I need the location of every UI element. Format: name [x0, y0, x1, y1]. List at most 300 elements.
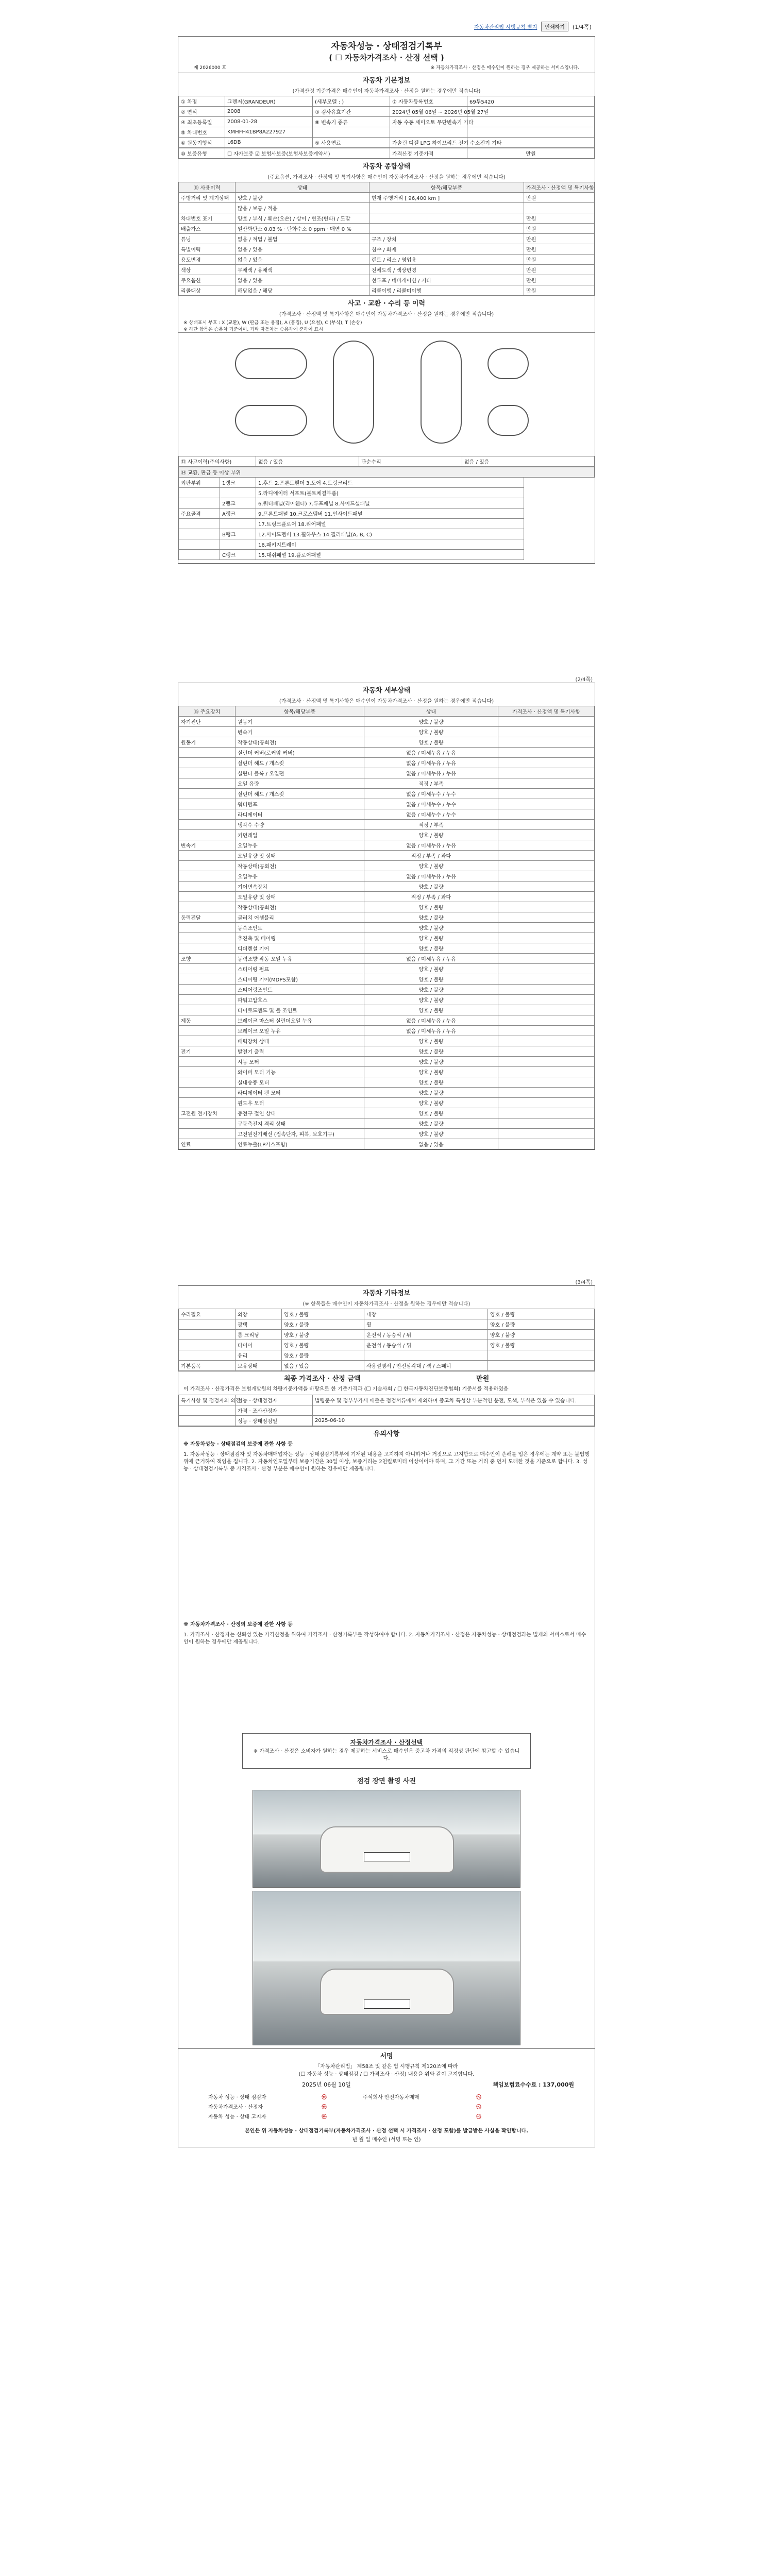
detail-row	[179, 1098, 595, 1108]
basic-info-row	[179, 138, 595, 148]
law-link[interactable]: 자동차관리법 시행규칙 별지	[474, 25, 537, 30]
other-cell: 광택	[236, 1319, 282, 1330]
frame-cell: 2랭크	[220, 498, 256, 509]
inspector-cell: 특기사항 및 점검자의 의견	[179, 1395, 236, 1405]
detail-row	[179, 727, 595, 737]
detail-row	[179, 809, 595, 820]
detail-cell: 조향	[179, 954, 236, 964]
detail-cell: 양호 / 불량	[364, 902, 498, 912]
frame-cell: B랭크	[220, 529, 256, 539]
detail-row	[179, 943, 595, 954]
status-cell: 만원	[524, 193, 595, 203]
frame-row	[179, 509, 595, 519]
detail-cell: 양호 / 불량	[364, 737, 498, 748]
detail-cell: 없음 / 미세누유 / 누유	[364, 748, 498, 758]
inspector-row	[179, 1405, 595, 1416]
sign-cell: ㉿	[322, 2105, 327, 2110]
status-cell: 만원	[524, 275, 595, 285]
detail-cell	[179, 789, 236, 799]
detail-cell	[498, 820, 595, 830]
other-cell	[179, 1319, 236, 1330]
status-cell: 없음 / 있음	[236, 255, 369, 265]
detail-cell: 오일유량 및 상태	[236, 892, 364, 902]
detail-row	[179, 995, 595, 1005]
other-cell: 룸 크리닝	[236, 1330, 282, 1340]
sign-cell: ㉿	[322, 2095, 327, 2100]
detail-cell: 구동축전지 격리 상태	[236, 1118, 364, 1129]
car-side-left	[235, 348, 307, 379]
sign-title: 서명	[178, 2048, 595, 2062]
footer-confirm: 본인은 위 자동차성능 · 상태점검기록부(자동차가격조사 · 산정 선택 시 가격조사 · 산정 포함)를 발급받은 사실을 확인합니다.	[245, 2128, 528, 2134]
detail-row	[179, 871, 595, 882]
accident-note: (가격조사 · 산정액 및 특기사항은 매수인이 자동차가격조사 · 산정을 원하는 경우에만 적습니다)	[279, 312, 494, 317]
detail-cell	[498, 1077, 595, 1088]
basic-info-cell	[467, 127, 595, 138]
status-cell: 렌트 / 리스 / 영업용	[369, 255, 524, 265]
detail-row	[179, 892, 595, 902]
detail-cell: 와이퍼 모터 기능	[236, 1067, 364, 1077]
inspector-row	[179, 1395, 595, 1405]
detail-cell	[498, 954, 595, 964]
detail-cell: 실린더 헤드 / 개스킷	[236, 789, 364, 799]
detail-cell	[498, 778, 595, 789]
basic-info-note: (가격산정 기준가격은 매수인이 자동차가격조사 · 산정을 원하는 경우에만 적습니다)	[292, 89, 481, 94]
detail-cell: 적정 / 부족	[364, 778, 498, 789]
detail-cell: 양호 / 불량	[364, 985, 498, 995]
other-cell: 타이어	[236, 1340, 282, 1350]
detail-cell: 양호 / 불량	[364, 923, 498, 933]
detail-cell: 커먼레일	[236, 830, 364, 840]
detail-cell: 양호 / 불량	[364, 995, 498, 1005]
final-price-label: 최종 가격조사 · 산정 금액	[283, 1375, 361, 1383]
warranty-table	[178, 148, 595, 159]
frame-cell	[220, 488, 256, 498]
detail-cell	[498, 1005, 595, 1015]
detail-cell: 없음 / 미세누유 / 누유	[364, 1026, 498, 1036]
detail-cell: 라디에이터	[236, 809, 364, 820]
detail-cell: 연료누출(LP가스포함)	[236, 1139, 364, 1149]
sign-cell: ㉿	[476, 2105, 481, 2110]
basic-info-cell: KMHFH41BP8A227927	[225, 127, 313, 138]
detail-cell	[498, 758, 595, 768]
record-subtitle: ( ☐ 자동차가격조사 · 산정 선택 )	[329, 53, 444, 62]
detail-row	[179, 830, 595, 840]
inspector-row	[179, 1416, 595, 1426]
basic-info-cell: ③ 검사유효기간	[313, 107, 390, 117]
detail-cell	[498, 737, 595, 748]
detail-cell: 양호 / 불량	[364, 912, 498, 923]
other-cell: 내장	[364, 1309, 488, 1319]
detail-cell: 양호 / 불량	[364, 727, 498, 737]
status-cell: 리콜대상	[179, 285, 236, 296]
detail-cell: 추진축 및 베어링	[236, 933, 364, 943]
status-cell: 일산화탄소 0.03 % · 탄화수소 0 ppm · 매연 0 %	[236, 224, 369, 234]
status-cell: 리콜이행 / 리콜미이행	[369, 285, 524, 296]
detail-cell	[179, 778, 236, 789]
detail-cell	[498, 1139, 595, 1149]
detail-cell: 양호 / 불량	[364, 1118, 498, 1129]
fee-label: 책임보험료수수료 : 137,000원	[493, 2081, 574, 2088]
detail-cell	[498, 902, 595, 912]
other-row	[179, 1309, 595, 1319]
frame-cell: 17.트렁크플로어 18.리어패널	[256, 519, 524, 529]
status-cell: 전체도색 / 색상변경	[369, 265, 524, 275]
detail-cell	[498, 1067, 595, 1077]
status-row	[179, 224, 595, 234]
detail-row	[179, 758, 595, 768]
frame-cell	[179, 498, 220, 509]
other-cell: 보유상태	[236, 1361, 282, 1371]
detail-cell	[179, 1129, 236, 1139]
basic-info-cell	[313, 127, 390, 138]
sign-cell: ㉿	[476, 2095, 481, 2100]
detail-row	[179, 1005, 595, 1015]
other-note: (※ 항목들은 매수인이 자동차가격조사 · 산정을 원하는 경우에만 적습니다)	[303, 1301, 470, 1307]
basic-info-cell: ⑧ 변속기 종류	[313, 117, 390, 127]
car-diagram	[178, 332, 595, 456]
detail-row	[179, 820, 595, 830]
detail-cell	[498, 748, 595, 758]
simple-repair-state: 없음 / 있음	[462, 456, 595, 467]
inspector-table	[178, 1395, 595, 1426]
detail-cell: 클러치 어셈블리	[236, 912, 364, 923]
other-cell	[488, 1350, 595, 1361]
status-cell: 해당없음 / 해당	[236, 285, 369, 296]
detail-cell	[498, 861, 595, 871]
basic-info-cell: (세부모델 : )	[313, 96, 390, 107]
basic-info-row	[179, 127, 595, 138]
detail-row	[179, 748, 595, 758]
detail-cell: 윈도우 모터	[236, 1098, 364, 1108]
footer-sign: 년 월 일 매수인 (서명 또는 인)	[352, 2137, 421, 2143]
basic-info-cell: ⑥ 원동기형식	[179, 138, 225, 148]
detail-cell	[498, 933, 595, 943]
other-cell: 양호 / 불량	[282, 1340, 364, 1350]
detail-row	[179, 737, 595, 748]
detail-cell	[498, 923, 595, 933]
detail-cell: 양호 / 불량	[364, 861, 498, 871]
other-cell: 없음 / 있음	[282, 1361, 364, 1371]
detail-cell: 동력조향 작동 오일 누유	[236, 954, 364, 964]
other-cell: 양호 / 불량	[488, 1319, 595, 1330]
detail-row	[179, 1036, 595, 1046]
detail-cell	[498, 851, 595, 861]
page-2	[178, 677, 595, 1150]
status-cell: 만원	[524, 213, 595, 224]
status-head-state: 상태	[236, 182, 369, 193]
warranty-value: ☐ 자가보증 ☑ 보험사보증(보험사보증계약서)	[225, 148, 390, 159]
status-cell: 무채색 / 유채색	[236, 265, 369, 275]
detail-cell: 오일유량 및 상태	[236, 851, 364, 861]
frame-cell: 외판부위	[179, 478, 220, 488]
basic-info-row	[179, 117, 595, 127]
detail-table	[178, 706, 595, 1149]
accident-label: ⑬ 사고이력(주의사항)	[179, 456, 256, 467]
basic-info-row	[179, 96, 595, 107]
status-row	[179, 285, 595, 296]
detail-cell: 적정 / 부족	[364, 820, 498, 830]
detail-cell	[179, 820, 236, 830]
detail-cell	[179, 1098, 236, 1108]
status-cell	[524, 203, 595, 213]
detail-cell	[498, 1057, 595, 1067]
notice-title: 유의사항	[178, 1426, 595, 1439]
detail-cell	[498, 1108, 595, 1118]
detail-cell: 타이로드엔드 및 볼 조인트	[236, 1005, 364, 1015]
detail-cell	[179, 871, 236, 882]
detail-cell: 브레이크 마스터 실린더오일 누유	[236, 1015, 364, 1026]
detail-cell	[498, 1098, 595, 1108]
status-cell: 특별이력	[179, 244, 236, 255]
frame-cell: A랭크	[220, 509, 256, 519]
detail-cell	[179, 1088, 236, 1098]
sign-cell: 자동차 성능 · 상태 점검자	[208, 2095, 266, 2100]
detail-cell: 원동기	[236, 717, 364, 727]
detail-row	[179, 1026, 595, 1036]
sign-row	[206, 2102, 567, 2111]
detail-cell: 작동상태(공회전)	[236, 861, 364, 871]
detail-cell: 고전원전기배선 (접속단자, 피복, 보호기구)	[236, 1129, 364, 1139]
detail-cell: 자기진단	[179, 717, 236, 727]
status-row	[179, 255, 595, 265]
status-cell	[369, 203, 524, 213]
detail-cell: 없음 / 미세누수 / 누수	[364, 799, 498, 809]
warranty-label: ⑩ 보증유형	[179, 148, 225, 159]
status-cell: 만원	[524, 234, 595, 244]
car-top-outer	[333, 341, 374, 444]
frame-row	[179, 478, 595, 488]
detail-cell	[498, 727, 595, 737]
detail-row	[179, 1088, 595, 1098]
detail-cell	[179, 799, 236, 809]
status-cell	[369, 213, 524, 224]
detail-cell: 양호 / 불량	[364, 1036, 498, 1046]
other-cell	[179, 1340, 236, 1350]
detail-row	[179, 1057, 595, 1067]
status-cell: 차대번호 표기	[179, 213, 236, 224]
inspector-cell: 가격 · 조사산정자	[236, 1405, 313, 1416]
detail-row	[179, 789, 595, 799]
detail-cell	[179, 974, 236, 985]
detail-cell: 없음 / 미세누유 / 누유	[364, 840, 498, 851]
basic-info-cell: ④ 최초등록일	[179, 117, 225, 127]
detail-cell: 파워고압호스	[236, 995, 364, 1005]
detail-cell: 원동기	[179, 737, 236, 748]
basic-info-cell: 2008-01-28	[225, 117, 313, 127]
frame-cell: 5.라디에이터 서포트(볼트체결부품)	[256, 488, 524, 498]
detail-cell	[179, 1036, 236, 1046]
detail-row	[179, 1077, 595, 1088]
detail-cell: 배력장치 상태	[236, 1036, 364, 1046]
sign-row	[206, 2092, 567, 2102]
detail-row	[179, 1118, 595, 1129]
detail-cell	[179, 748, 236, 758]
status-row	[179, 234, 595, 244]
detail-cell: 실내송풍 모터	[236, 1077, 364, 1088]
base-price-unit: 만원	[467, 148, 595, 159]
basic-info-cell: ⑤ 차대번호	[179, 127, 225, 138]
car-rear	[488, 405, 529, 436]
detail-cell	[498, 943, 595, 954]
detail-cell	[179, 1057, 236, 1067]
detail-cell: 스티어링 기어(MDPS포함)	[236, 974, 364, 985]
status-cell: 만원	[524, 255, 595, 265]
frame-cell	[179, 519, 220, 529]
frame-cell: 15.대쉬패널 19.플로어패널	[256, 550, 524, 560]
detail-cell: 양호 / 불량	[364, 1057, 498, 1067]
accident-title: 사고 · 교환 · 수리 등 이력	[178, 296, 595, 309]
detail-cell	[179, 1005, 236, 1015]
sign-row	[206, 2111, 567, 2121]
selection-box	[242, 1733, 531, 1769]
detail-head-state: 상태	[364, 706, 498, 717]
detail-cell	[179, 851, 236, 861]
other-cell: 외장	[236, 1309, 282, 1319]
frame-row	[179, 519, 595, 529]
final-price-unit: 만원	[476, 1375, 490, 1383]
top-bar	[474, 22, 592, 31]
inspector-cell: 2025-06-10	[313, 1416, 595, 1426]
frame-row	[179, 539, 595, 550]
sign-text-2: (☐ 자동차 성능 · 상태점검 / ☐ 가격조사 · 산정) 내용을 위와 같이 고지합니다.	[298, 2072, 475, 2077]
detail-cell: 양호 / 불량	[364, 964, 498, 974]
inspector-cell	[179, 1416, 236, 1426]
status-cell: 선루프 / 네비게이션 / 기타	[369, 275, 524, 285]
basic-info-cell: ② 연식	[179, 107, 225, 117]
inspector-cell: 법령준수 및 정부부가세 매출은 점검서류에서 제외하며 중고차 특성상 부분적인 운전, 도색, 부식은 있을 수 있습니다.	[313, 1395, 595, 1405]
detail-cell	[498, 892, 595, 902]
detail-cell: 발전기 출력	[236, 1046, 364, 1057]
detail-cell: 없음 / 미세누수 / 누수	[364, 809, 498, 820]
detail-cell: 연료	[179, 1139, 236, 1149]
status-cell: 없음 / 있음	[236, 244, 369, 255]
other-row	[179, 1350, 595, 1361]
basic-info-cell	[467, 117, 595, 127]
basic-info-cell: 2008	[225, 107, 313, 117]
frame-cell: 1.후드 2.프론트휀더 3.도어 4.트렁크리드	[256, 478, 524, 488]
status-row	[179, 244, 595, 255]
basic-info-table	[178, 96, 595, 148]
print-button[interactable]: 인쇄하기	[541, 22, 568, 31]
status-cell: 용도변경	[179, 255, 236, 265]
detail-cell	[498, 1026, 595, 1036]
detail-cell	[498, 1088, 595, 1098]
detail-row	[179, 799, 595, 809]
detail-cell: 작동상태(공회전)	[236, 737, 364, 748]
base-price-label: 가격산정 기준가격	[390, 148, 467, 159]
other-row	[179, 1319, 595, 1330]
detail-cell	[179, 933, 236, 943]
detail-cell	[498, 809, 595, 820]
status-cell: 없음 / 있음	[236, 275, 369, 285]
detail-row	[179, 1108, 595, 1118]
detail-cell	[179, 995, 236, 1005]
basic-info-cell: ① 차명	[179, 96, 225, 107]
status-cell: 만원	[524, 244, 595, 255]
sign-table	[206, 2092, 567, 2121]
detail-row	[179, 882, 595, 892]
detail-cell	[498, 882, 595, 892]
detail-row	[179, 974, 595, 985]
frame-row	[179, 498, 595, 509]
detail-cell	[498, 1036, 595, 1046]
detail-cell: 없음 / 미세누유 / 누유	[364, 954, 498, 964]
status-cell: 양호 / 부식 / 훼손(오손) / 상이 / 변조(변타) / 도말	[236, 213, 369, 224]
other-cell: 양호 / 불량	[282, 1319, 364, 1330]
basic-info-cell: 그랜저(GRANDEUR)	[225, 96, 313, 107]
detail-row	[179, 840, 595, 851]
basic-info-cell	[390, 127, 467, 138]
inspection-photo-1	[253, 1790, 520, 1888]
status-cell	[179, 203, 236, 213]
car-front	[488, 348, 529, 379]
status-row	[179, 193, 595, 203]
detail-cell	[498, 840, 595, 851]
frame-cell: 12.사이드멤버 13.휠하우스 14.필러패널(A, B, C)	[256, 529, 524, 539]
basic-info-cell: 자동 수동 세미오토 무단변속기 기타	[390, 117, 467, 127]
frame-cell: C랭크	[220, 550, 256, 560]
frame-row	[179, 529, 595, 539]
detail-row	[179, 923, 595, 933]
status-cell: 튜닝	[179, 234, 236, 244]
detail-cell: 없음 / 미세누유 / 누유	[364, 768, 498, 778]
detail-row	[179, 912, 595, 923]
detail-cell: 적정 / 부족 / 과다	[364, 851, 498, 861]
status-head-item: 항목/해당부품	[369, 182, 524, 193]
detail-cell	[498, 964, 595, 974]
inspector-cell: 성능 · 상태점검자	[236, 1395, 313, 1405]
detail-cell: 냉각수 수량	[236, 820, 364, 830]
notice1-text: 1. 자동차성능 · 상태점검자 및 자동차매매업자는 성능 · 상태점검기록부에 기재된 내용을 고지하지 아니하거나 거짓으로 고지함으로 매수인이 손해를 입은 경우에는 계약 또는 불법행위에 근거하여 책임을 집니다. 2. 자동차인도일부터 보증기간은 30일 이상, 보증거리는 2천킬로미터 이상이어야 하며, 그 기간 또는 거리 중 먼저 도래한 것을 기준으로 합니다. 3. 성능 · 상태점검기록부 중 가격조사 · 산정 부분은 매수인이 원하는 경우에만 제공됩니다.	[183, 1452, 590, 1472]
detail-cell: 없음 / 미세누수 / 누수	[364, 789, 498, 799]
frame-table	[178, 467, 595, 560]
detail-cell: 양호 / 불량	[364, 1005, 498, 1015]
legend-line-2: ※ 하단 항목은 승용차 기준이며, 기타 자동차는 승용차에 준하여 표시	[183, 327, 323, 332]
detail-cell	[498, 1015, 595, 1026]
detail-cell	[498, 974, 595, 985]
sign-cell: ㉿	[322, 2114, 327, 2120]
record-title: 자동차성능 · 상태점검기록부	[331, 41, 442, 52]
page-3-number: (3/4쪽)	[575, 1280, 593, 1285]
frame-cell	[179, 529, 220, 539]
status-cell: 주행거리 및 계기상태	[179, 193, 236, 203]
frame-row	[179, 550, 595, 560]
inspection-photo-2	[253, 1891, 520, 2045]
detail-cell: 양호 / 불량	[364, 882, 498, 892]
detail-cell: 동력전달	[179, 912, 236, 923]
status-cell: 많음 / 보통 / 적음	[236, 203, 369, 213]
other-cell: 유리	[236, 1350, 282, 1361]
detail-cell	[179, 1067, 236, 1077]
detail-cell	[498, 995, 595, 1005]
detail-cell: 작동상태(공회전)	[236, 902, 364, 912]
final-price-title	[178, 1371, 595, 1384]
inspector-cell	[179, 1405, 236, 1416]
detail-cell	[498, 830, 595, 840]
frame-cell	[179, 488, 220, 498]
detail-cell: 없음 / 미세누유 / 누유	[364, 758, 498, 768]
status-cell: 없음 / 적법 / 불법	[236, 234, 369, 244]
detail-cell: 브레이크 오일 누유	[236, 1026, 364, 1036]
other-cell: 양호 / 불량	[488, 1340, 595, 1350]
detail-cell: 양호 / 불량	[364, 1046, 498, 1057]
status-cell: 침수 / 화재	[369, 244, 524, 255]
status-cell: 만원	[524, 265, 595, 275]
frame-head: ⑭ 교환, 판금 등 이상 부위	[179, 467, 595, 478]
detail-row	[179, 717, 595, 727]
detail-cell: 스티어링조인트	[236, 985, 364, 995]
status-cell: 현재 주행거리 [ 96,400 km ]	[369, 193, 524, 203]
